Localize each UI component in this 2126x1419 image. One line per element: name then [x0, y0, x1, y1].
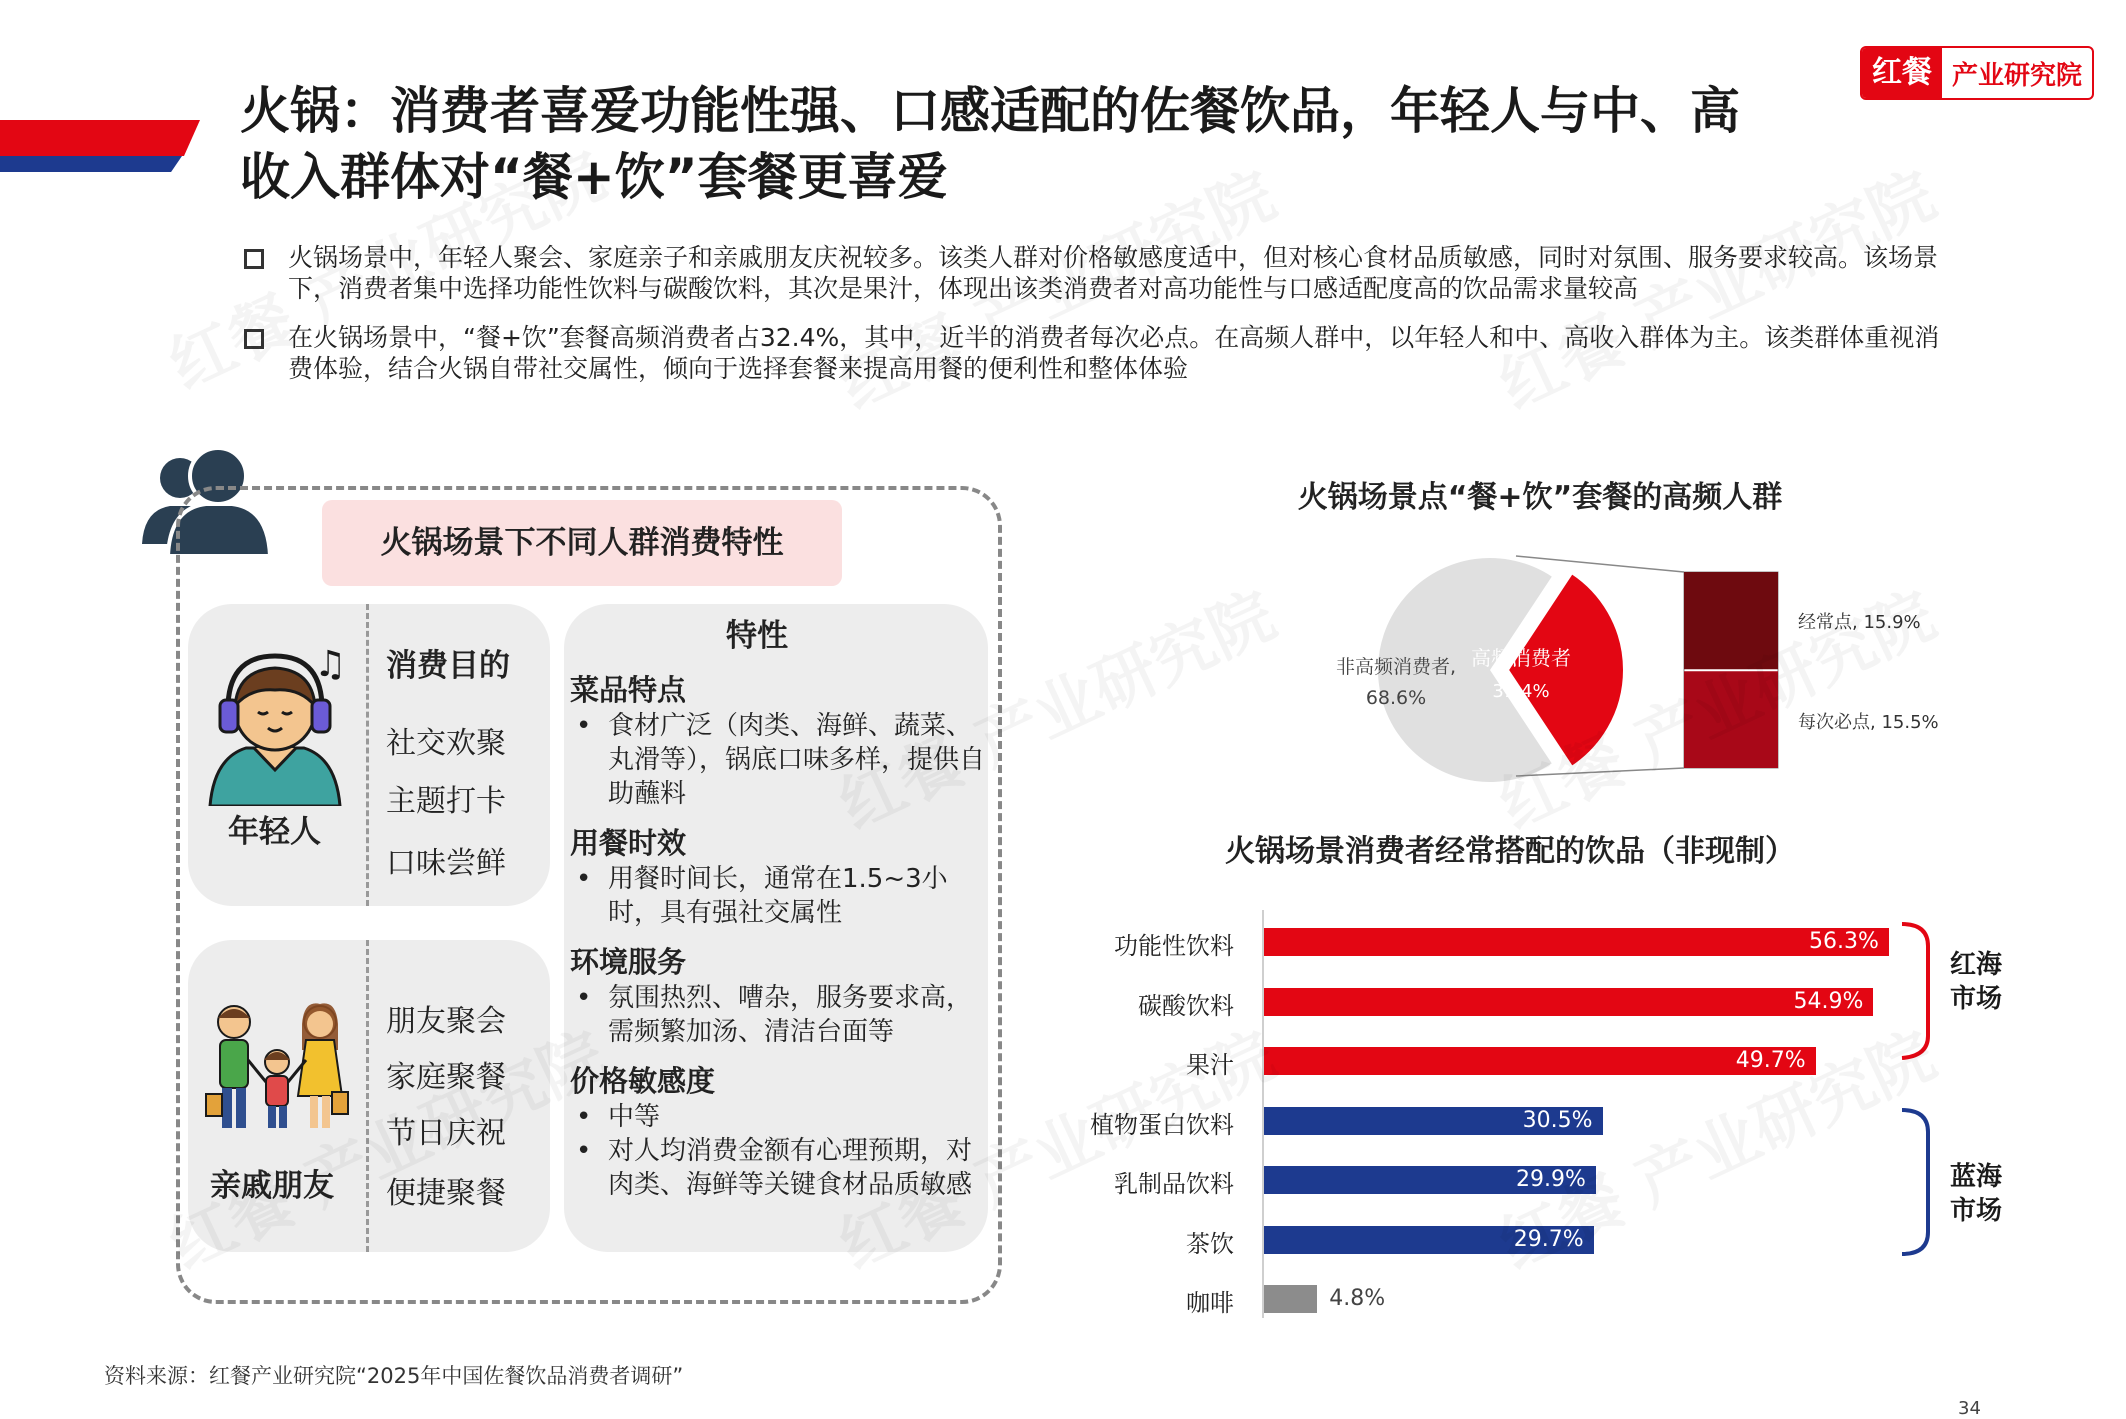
- breakdown-label-often: 经常点, 15.9%: [1798, 612, 1921, 633]
- source-note: 资料来源：红餐产业研究院“2025年中国佐餐饮品消费者调研”: [104, 1364, 684, 1388]
- market-brackets: [1900, 916, 1940, 1316]
- brand-mark: 红餐: [1862, 48, 1942, 98]
- page-number: 34: [1958, 1398, 1981, 1419]
- music-note-icon: ♫: [314, 644, 347, 685]
- bar-category-label: 果汁: [1186, 1051, 1234, 1079]
- breakdown-bars: [1684, 572, 1778, 768]
- red-market-bracket: [1902, 924, 1928, 1058]
- bar-value-label: 30.5%: [1522, 1107, 1593, 1133]
- bar-value-label: 49.7%: [1735, 1048, 1806, 1073]
- blue-market-label: [1950, 1160, 2002, 1228]
- bullet-text: 火锅场景中，年轻人聚会、家庭亲子和亲戚朋友庆祝较多。该类人群对价格敏感度适中，但对核心食材品质敏感，同时对氛围、服务要求较高。该场景下，消费者集中选择功能性饮料与碳酸饮料，其次是果汁，体现出该类消费者对高功能性与口感适配度高的饮品需求量较高: [288, 243, 1939, 303]
- bar-category-label: 植物蛋白饮料: [1090, 1110, 1234, 1139]
- brand-name: 产业研究院: [1952, 60, 2083, 91]
- trait-heading: 价格敏感度: [570, 1064, 716, 1098]
- bar-category-label: 乳制品饮料: [1114, 1170, 1234, 1198]
- page-title-line2: 收入群体对“餐+饮”套餐更喜爱: [240, 148, 948, 206]
- trait-item: • 中等: [570, 1100, 990, 1134]
- summary-bullets: [244, 242, 1944, 402]
- red-market-line1: 红海: [1950, 950, 2003, 980]
- header-stripe-red: [0, 120, 200, 156]
- bullet-item: [244, 322, 1944, 384]
- group2-purpose-4: 便捷聚餐: [386, 1176, 506, 1211]
- bar-value-label: 29.7%: [1513, 1226, 1584, 1252]
- square-bullet-icon: [244, 249, 264, 269]
- group1-name: 年轻人: [228, 814, 321, 850]
- bar-category-label: 咖啡: [1186, 1289, 1234, 1317]
- card-divider: [366, 940, 369, 1252]
- blue-market-line1: 蓝海: [1950, 1162, 2003, 1192]
- traits-list: [570, 662, 990, 1202]
- bar-value-label: 54.9%: [1793, 988, 1864, 1014]
- bar-value-label: 29.9%: [1515, 1167, 1586, 1192]
- trait-item: • 食材广泛（肉类、海鲜、蔬菜、丸滑等），锅底口味多样，提供自助蘸料: [570, 709, 990, 811]
- trait-heading: 用餐时效: [570, 826, 687, 860]
- bullet-item: [244, 242, 1944, 304]
- traits-header: 特性: [726, 618, 788, 654]
- page-title-line1: 火锅：消费者喜爱功能性强、口感适配的佐餐饮品，年轻人与中、高: [240, 82, 1740, 140]
- pie-label-freq: 高频消费者: [1471, 646, 1571, 670]
- group2-purpose-3: 节日庆祝: [386, 1116, 506, 1151]
- group2-name: 亲戚朋友: [210, 1168, 334, 1204]
- bullet-text: 在火锅场景中，“餐+饮”套餐高频消费者占32.4%，其中，近半的消费者每次必点。在高频人群中，以年轻人和中、高收入群体为主。该类群体重视消费体验，结合火锅自带社交属性，倾向于选择套餐来提高用餐的便利性和整体体验: [288, 323, 1940, 383]
- pie-slice-label: [1456, 642, 1586, 702]
- pie-value-nonfreq: 68.6%: [1365, 687, 1427, 709]
- pie-label-nonfreq: 非高频消费者,: [1335, 656, 1457, 678]
- trait-item: • 氛围热烈、嘈杂，服务要求高，需频繁加汤、清洁台面等: [570, 981, 990, 1049]
- pie-slice-label: [1316, 652, 1476, 709]
- trait-heading: 菜品特点: [570, 673, 687, 707]
- bar-value-label: 4.8%: [1329, 1286, 1386, 1311]
- square-bullet-icon: [244, 329, 264, 349]
- bar-category-label: 碳酸饮料: [1138, 991, 1234, 1020]
- pie-value-freq: 31.4%: [1492, 681, 1550, 702]
- blue-market-line2: 市场: [1950, 1196, 2003, 1226]
- pie-chart-title: 火锅场景点“餐+饮”套餐的高频人群: [1297, 480, 1783, 515]
- brand-logo: [1860, 46, 2094, 100]
- panel-title: 火锅场景下不同人群消费特性: [322, 500, 842, 586]
- trait-item: • 用餐时间长，通常在1.5~3小时，具有强社交属性: [570, 862, 990, 930]
- pie-connector-line: [1516, 556, 1684, 572]
- bar-chart-title: 火锅场景消费者经常搭配的饮品（非现制）: [1225, 834, 1795, 869]
- group1-purpose-1: 社交欢聚: [386, 726, 506, 761]
- trait-item: • 对人均消费金额有心理预期，对肉类、海鲜等关键食材品质敏感: [570, 1134, 990, 1202]
- bar-value-label: 56.3%: [1809, 929, 1879, 954]
- bar: [1264, 1285, 1317, 1313]
- page-title: [240, 78, 1900, 210]
- breakdown-label-always: 每次必点, 15.5%: [1798, 712, 1939, 733]
- group2-purpose-1: 朋友聚会: [386, 1004, 506, 1039]
- red-market-line2: 市场: [1950, 984, 2003, 1014]
- header-stripe-blue: [0, 156, 182, 172]
- breakdown-segment: [1684, 671, 1778, 768]
- blue-market-bracket: [1902, 1110, 1928, 1254]
- group1-purpose-2: 主题打卡: [386, 784, 506, 819]
- breakdown-segment: [1684, 572, 1778, 669]
- group1-purpose-3: 口味尝鲜: [386, 846, 506, 881]
- group2-purpose-2: 家庭聚餐: [386, 1060, 506, 1095]
- purpose-header: 消费目的: [386, 648, 510, 684]
- bar-category-label: 茶饮: [1186, 1229, 1234, 1258]
- family-icon: [204, 1000, 350, 1136]
- trait-heading: 环境服务: [570, 945, 687, 979]
- bar-category-label: 功能性饮料: [1114, 932, 1234, 960]
- card-divider: [366, 604, 369, 906]
- red-market-label: [1950, 948, 2002, 1016]
